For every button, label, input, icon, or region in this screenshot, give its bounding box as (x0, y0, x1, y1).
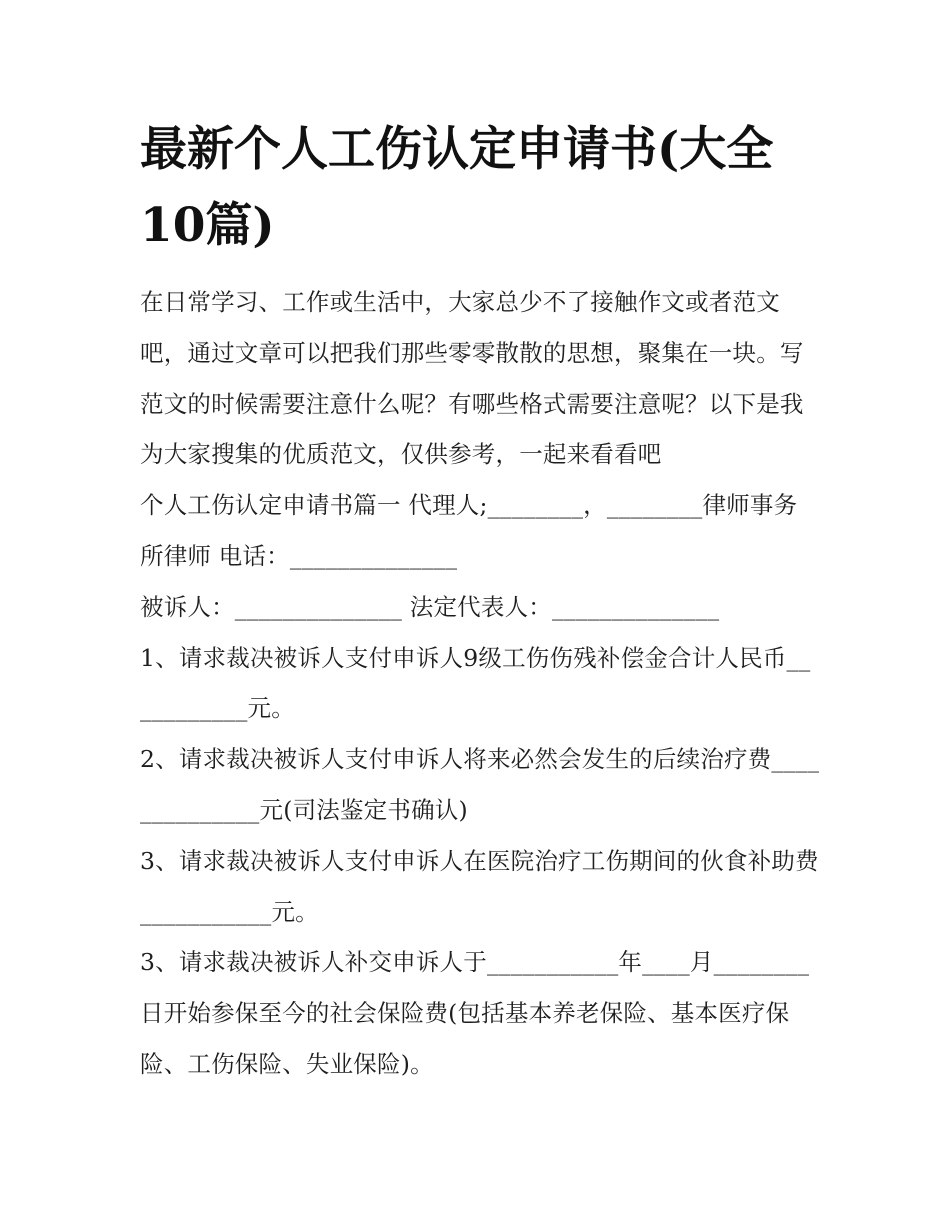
request-item-1: 1、请求裁决被诉人支付申诉人9级工伤伤残补偿金合计人民币___________元。 (140, 643, 811, 723)
document-title: 最新个人工伤认定申请书(大全10篇) (140, 122, 774, 253)
request-item-4: 3、请求裁决被诉人补交申诉人于___________年____月________日开始参保至今的社会保险费(包括基本养老保险、基本医疗保险、工伤保险、失业保险)。 (140, 948, 810, 1078)
request-item-2: 2、请求裁决被诉人支付申诉人将来必然会发生的后续治疗费______________元(司法鉴定书确认) (140, 745, 820, 824)
agent-info-paragraph: 个人工伤认定申请书篇一 代理人;________，________律师事务所律师 电话：______________ (140, 491, 798, 570)
document-body (140, 277, 820, 1090)
request-item-3: 3、请求裁决被诉人支付申诉人在医院治疗工伤期间的伙食补助费___________元。 (140, 846, 819, 926)
respondent-info-paragraph: 被诉人：______________ 法定代表人：______________ (140, 592, 720, 621)
intro-paragraph: 在日常学习、工作或生活中，大家总少不了接触作文或者范文吧，通过文章可以把我们那些零零散散的思想，聚集在一块。写范文的时候需要注意什么呢？有哪些格式需要注意呢？以下是我为大家搜集的优质范文，仅供参考，一起来看看吧 (140, 288, 804, 469)
